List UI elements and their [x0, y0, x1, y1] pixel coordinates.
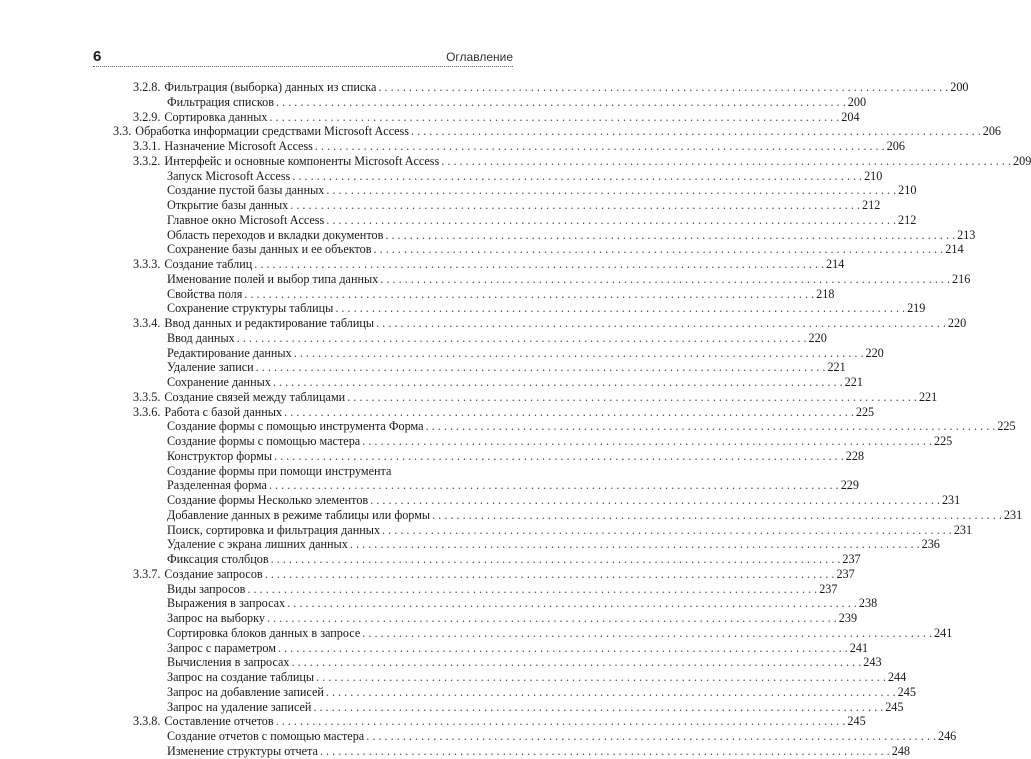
toc-leader-dots: [362, 434, 932, 449]
toc-entry-number: 3.3.2.: [133, 153, 161, 168]
toc-entry-title: Запуск Microsoft Access: [167, 168, 291, 183]
toc-entry: [167, 227, 976, 243]
toc-entry: [167, 655, 882, 670]
toc-entry-page: 213: [957, 227, 976, 242]
toc-entry: [167, 271, 971, 287]
toc-leader-dots: [426, 419, 996, 434]
toc-entry-page: 204: [841, 109, 860, 124]
toc-entry-page: 248: [891, 743, 910, 758]
toc-entry-number: 3.3.4.: [133, 316, 161, 330]
toc-entry-title: Сохранение структуры таблицы: [167, 301, 334, 316]
toc-entry: [167, 729, 957, 744]
toc-entry: [167, 699, 904, 715]
toc-leader-dots: [411, 124, 981, 139]
toc-leader-dots: [271, 552, 841, 567]
toc-entry: [133, 257, 845, 272]
toc-entry-page: 245: [847, 714, 866, 729]
toc-entry-page: 237: [819, 581, 838, 596]
toc-entry-title: Вычисления в запросах: [167, 655, 290, 670]
toc-leader-dots: [350, 537, 920, 552]
toc-entry-page: 237: [836, 566, 855, 581]
toc-leader-dots: [290, 198, 860, 213]
toc-entry-title: Сохранение базы данных и ее объектов: [167, 242, 372, 257]
toc-leader-dots: [441, 154, 1011, 169]
toc-entry: [167, 507, 1023, 523]
toc-entry: [167, 286, 835, 302]
toc-entry: [167, 434, 953, 449]
toc-leader-dots: [270, 110, 840, 125]
toc-entry: [167, 522, 973, 538]
toc-entry-title: Запрос на создание таблицы: [167, 670, 315, 684]
toc-leader-dots: [276, 95, 846, 110]
toc-leader-dots: [267, 611, 837, 626]
toc-entry-page: 220: [808, 330, 827, 345]
toc-leader-dots: [269, 478, 839, 493]
toc-entry-page: 231: [941, 493, 961, 507]
toc-entry-title: Фильтрация (выборка) данных из списка: [164, 80, 377, 94]
toc-entry-title: Конструктор формы: [167, 448, 273, 463]
toc-entry-number: 3.3.: [113, 124, 132, 139]
toc-entry-page: 231: [1003, 507, 1023, 522]
toc-entry-page: 209: [1013, 153, 1031, 168]
toc-entry: [167, 743, 910, 759]
toc-entry-number: 3.3.1.: [133, 139, 161, 153]
toc-entry-title: Фильтрация списков: [167, 94, 275, 109]
toc-entry-title: Ввод данных и редактирование таблицы: [164, 316, 375, 330]
toc-entry-title: Создание отчетов с помощью мастера: [167, 729, 365, 743]
toc-entry-page: 212: [898, 212, 917, 227]
toc-entry-title: Свойства поля: [167, 286, 243, 301]
toc-entry-page: 221: [918, 389, 938, 404]
toc-entry-page: 221: [827, 360, 846, 375]
toc-entry-page: 241: [849, 640, 869, 655]
toc-entry-title: Изменение структуры отчета: [167, 743, 318, 758]
toc-entry-page: 214: [826, 257, 845, 271]
toc-entry-page: 231: [953, 522, 973, 537]
toc-entry: [167, 670, 907, 685]
page-header: [93, 48, 513, 68]
toc-leader-dots: [244, 287, 814, 302]
toc-entry-page: 246: [937, 729, 957, 743]
toc-entry-page: 214: [945, 242, 964, 257]
toc-leader-dots: [432, 508, 1002, 523]
toc-entry: [167, 611, 858, 626]
toc-entry-title: Создание связей между таблицами: [164, 389, 346, 404]
toc-entry-page: 229: [840, 478, 859, 493]
toc-entry-title: Обработка информации средствами Microsoft Access: [135, 124, 409, 139]
toc-entry-page: 210: [898, 183, 917, 198]
toc-entry-page: 243: [863, 655, 882, 670]
toc-leader-dots: [374, 242, 944, 257]
toc-leader-dots: [256, 360, 826, 375]
toc-entry: [167, 94, 867, 110]
toc-leader-dots: [254, 257, 824, 272]
toc-entry-page: 239: [838, 611, 858, 625]
toc-entry-title: Запрос с параметром: [167, 640, 276, 655]
toc-entry: [133, 389, 938, 405]
toc-entry-title: Редактирование данных: [167, 345, 292, 360]
toc-leader-dots: [385, 228, 955, 243]
toc-leader-dots: [320, 744, 890, 759]
toc-leader-dots: [378, 80, 948, 95]
toc-entry: [133, 80, 969, 95]
toc-entry: [133, 316, 967, 331]
toc-leader-dots: [237, 331, 807, 346]
toc-entry-page: 220: [947, 316, 967, 330]
toc-entry-title: Создание формы с помощью инструмента Форма: [167, 419, 424, 434]
toc-entry-page: 238: [858, 596, 878, 611]
toc-entry-title: Сортировка данных: [164, 109, 268, 124]
toc-entry: [167, 537, 940, 552]
toc-entry-title: Назначение Microsoft Access: [164, 139, 313, 153]
toc-entry: [167, 242, 964, 257]
toc-entry-page: 225: [855, 404, 875, 419]
toc-entry: [167, 375, 863, 390]
toc-entry-number: 3.3.6.: [133, 404, 161, 419]
toc-leader-dots: [382, 523, 952, 538]
toc-entry-title: Удаление записи: [167, 360, 254, 375]
toc-leader-dots: [284, 405, 854, 420]
toc-entry-title: Интерфейс и основные компоненты Microsoft Access: [164, 153, 440, 168]
toc-leader-dots: [335, 301, 905, 316]
toc-entry-title: Выражения в запросах: [167, 596, 286, 611]
toc-entry-title: Создание формы Несколько элементов: [167, 493, 369, 507]
toc-leader-dots: [247, 582, 817, 597]
toc-entry-page: 206: [886, 139, 905, 153]
toc-entry-title: Виды запросов: [167, 581, 246, 596]
toc-entry: [133, 566, 855, 582]
toc-entry-title: Ввод данных: [167, 330, 235, 345]
toc-entry-page: 200: [950, 80, 969, 94]
toc-entry-number: 3.3.8.: [133, 714, 161, 729]
toc-entry-number: 3.2.9.: [133, 109, 161, 124]
toc-entry: [167, 212, 917, 228]
toc-leader-dots: [273, 375, 843, 390]
toc-entry: [167, 493, 961, 508]
toc-entry-title: Фиксация столбцов: [167, 552, 269, 566]
toc-leader-dots: [294, 346, 864, 361]
toc-entry: [133, 109, 860, 125]
toc-entry: [167, 625, 953, 641]
toc-entry-title: Именование полей и выбор типа данных: [167, 271, 379, 286]
toc-leader-dots: [326, 685, 896, 700]
header-divider: [93, 66, 513, 67]
toc-leader-dots: [274, 449, 844, 464]
toc-leader-dots: [347, 390, 917, 405]
toc-entry-page: 225: [933, 434, 953, 448]
toc-leader-dots: [370, 493, 940, 508]
toc-entry-title: Поиск, сортировка и фильтрация данных: [167, 522, 381, 537]
toc-entry-page: 225: [997, 419, 1016, 434]
toc-leader-dots: [265, 567, 835, 582]
toc-entry: [167, 168, 883, 184]
toc-leader-dots: [376, 316, 946, 331]
toc-entry-number: 3.3.3.: [133, 257, 161, 271]
toc-entry-title: Область переходов и вкладки документов: [167, 227, 384, 242]
toc-entry-page: 244: [887, 670, 907, 684]
toc-entry-title: Создание таблиц: [164, 257, 253, 271]
toc-entry: [167, 464, 513, 479]
toc-entry: [113, 124, 1002, 139]
toc-entry-page: 219: [907, 301, 926, 316]
toc-leader-dots: [380, 272, 950, 287]
toc-entry: [133, 153, 1031, 169]
toc-leader-dots: [366, 729, 936, 744]
toc-entry: [133, 404, 875, 420]
toc-entry-page: 210: [864, 168, 883, 183]
toc-entry-title: Открытие базы данных: [167, 198, 289, 212]
toc-entry: [167, 345, 884, 361]
toc-entry-number: 3.2.8.: [133, 80, 161, 94]
toc-entry-page: 236: [921, 537, 940, 552]
toc-entry: [167, 198, 881, 213]
toc-entry-number: 3.3.7.: [133, 566, 161, 581]
toc-leader-dots: [326, 183, 896, 198]
toc-entry-page: 221: [844, 375, 863, 389]
toc-entry-title: Сортировка блоков данных в запросе: [167, 625, 361, 640]
toc-entry-title: Удаление с экрана лишних данных: [167, 537, 348, 552]
toc-entry-page: 216: [952, 271, 971, 286]
toc-leader-dots: [315, 139, 885, 154]
toc-entry-number: 3.3.5.: [133, 389, 161, 404]
toc-leader-dots: [362, 626, 932, 641]
toc-entry: [167, 596, 878, 611]
toc-entry-page: 245: [885, 699, 904, 714]
toc-entry-title: Разделенная форма: [167, 478, 267, 493]
toc-entry: [167, 183, 917, 198]
toc-entry: [167, 448, 865, 464]
toc-entry: [167, 330, 827, 346]
toc-entry: [133, 714, 866, 729]
toc-entry-title: Создание формы с помощью мастера: [167, 434, 361, 448]
toc-entry-title: Создание пустой базы данных: [167, 183, 325, 198]
toc-entry-title: Запрос на добавление записей: [167, 684, 324, 699]
toc-entry-title: Главное окно Microsoft Access: [167, 212, 325, 227]
toc-entry: [167, 581, 838, 597]
toc-entry-title: Составление отчетов: [164, 714, 274, 729]
toc-entry-page: 212: [862, 198, 881, 212]
toc-entry-title: Запрос на удаление записей: [167, 699, 312, 714]
toc-leader-dots: [326, 213, 896, 228]
toc-leader-dots: [276, 714, 846, 729]
toc-entry-page: 241: [934, 625, 953, 640]
toc-entry: [167, 640, 869, 656]
toc-entry-title: Создание запросов: [164, 566, 263, 581]
toc-entry-title: Создание формы при помощи инструмента: [167, 463, 392, 478]
toc-entry: [167, 478, 859, 493]
toc-entry: [133, 139, 905, 154]
toc-leader-dots: [313, 700, 883, 715]
toc-entry-title: Запрос на выборку: [167, 611, 265, 625]
toc-leader-dots: [287, 596, 857, 611]
toc-entry: [167, 360, 846, 375]
toc-entry-page: 245: [897, 684, 916, 699]
toc-entry-title: Сохранение данных: [167, 375, 271, 389]
toc-entry-title: Добавление данных в режиме таблицы или формы: [167, 507, 431, 522]
toc-leader-dots: [292, 169, 862, 184]
toc-entry: [167, 684, 916, 700]
toc-leader-dots: [278, 641, 848, 656]
toc-entry-page: 200: [847, 94, 867, 109]
toc-entry: [167, 552, 861, 567]
toc-entry-page: 206: [982, 124, 1002, 139]
toc-entry: [167, 301, 926, 316]
toc-entry-page: 218: [816, 286, 835, 301]
toc-leader-dots: [316, 670, 886, 685]
page-number: 6: [93, 48, 102, 65]
toc-entry: [167, 419, 1016, 434]
toc-entry-page: 237: [842, 552, 861, 566]
running-title: Оглавление: [446, 50, 513, 64]
toc-entry-page: 220: [865, 345, 884, 360]
toc-entry-page: 228: [845, 448, 865, 463]
toc-leader-dots: [292, 655, 862, 670]
toc-entry-title: Работа с базой данных: [164, 404, 283, 419]
